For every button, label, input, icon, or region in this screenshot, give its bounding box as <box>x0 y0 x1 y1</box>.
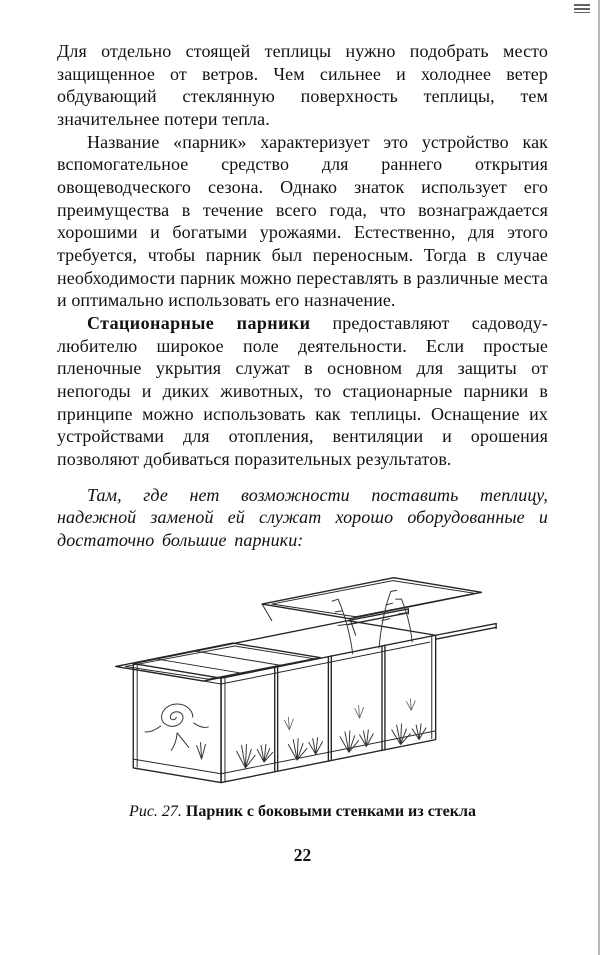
paragraph-parnik: Название «парник» характеризует это устройство как вспомогательное средство для раннего открытия овощеводческого сезона. Однако знаток использует его преимущества в течение всего года, что вознаграждается хорошими и богатыми урожаями. Естественно, для этого требуется, чтобы парник был переносным. Тогда в случае необходимости парник можно переставлять в различные места и оптимально использовать его назначение. <box>57 131 548 311</box>
figure-caption <box>57 803 548 821</box>
page-number: 22 <box>293 845 312 866</box>
figure-caption-text: Парник с боковыми стенками из стекла <box>185 803 476 821</box>
paragraph-stationary <box>57 312 548 471</box>
cold-frame-illustration <box>104 566 502 795</box>
scan-artifact-mark <box>574 4 590 13</box>
figure-caption-label: Рис. 27. <box>129 803 182 821</box>
paragraph-bold-rest: предоставляют садоводу-любителю широкое поле деятельности. Если простые пленочные укрытия служат в основном для защиты от непогоды и диких животных, то стационарные парники в принципе можно использовать как теплицы. Оснащение их устройствами для отопления, вентиляции и орошения позволяют добиваться поразительных результатов. <box>57 313 548 470</box>
paragraph-italic-note: Там, где нет возможности поставить теплицу, надежной заменой ей служат хорошо оборудованные и достаточно большие парники: <box>57 484 548 551</box>
paragraph-bold-lead: Стационарные парники <box>87 313 311 334</box>
paragraph-intro: Для отдельно стоящей теплицы нужно подобрать место защищенное от ветров. Чем сильнее и холоднее ветер обдувающий стеклянную поверхность теплицы, тем значительнее потери тепла. <box>57 41 548 130</box>
figure <box>57 566 548 821</box>
